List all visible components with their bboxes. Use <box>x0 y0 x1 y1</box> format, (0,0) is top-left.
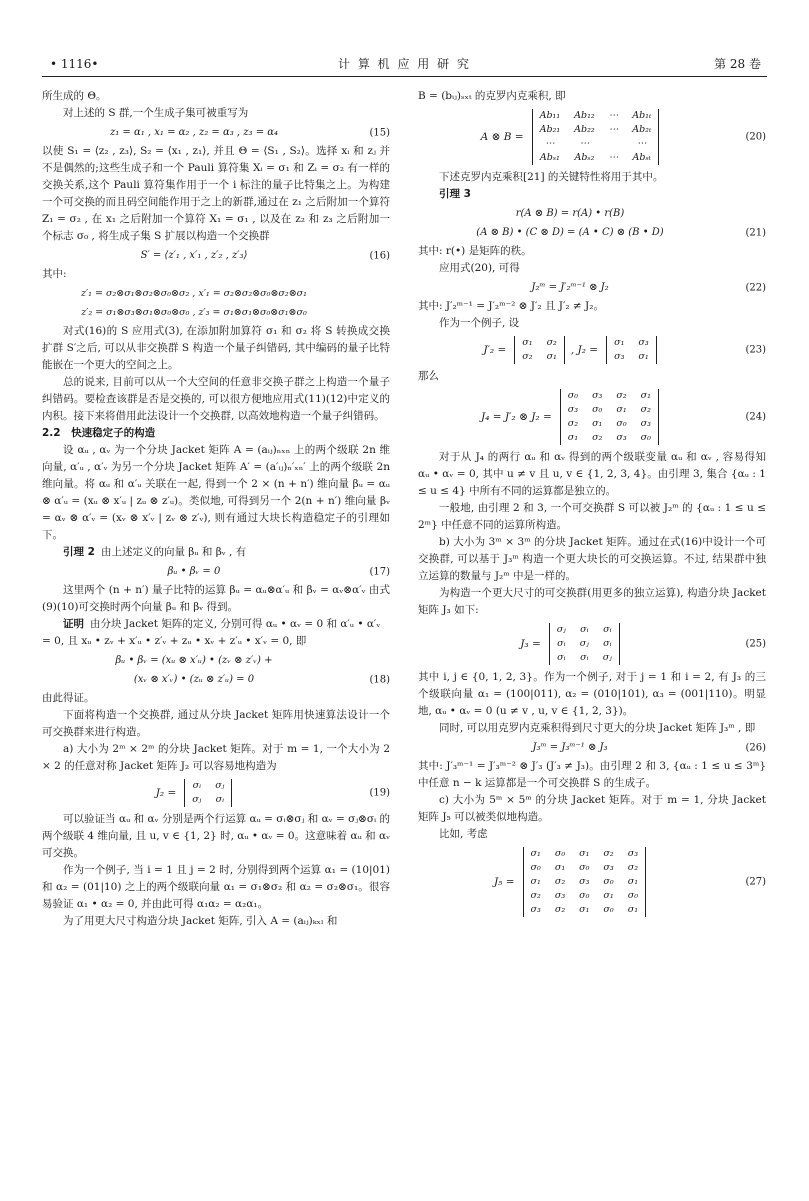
matrix-cell: σ₁ <box>592 418 603 429</box>
matrix-cell: σ₀ <box>616 418 627 429</box>
matrix-row <box>560 403 658 417</box>
matrix-cell: σᵢ <box>603 638 612 649</box>
lemma-label: 引理 2 <box>63 546 95 558</box>
matrix-lhs: , J₂ = <box>570 343 599 356</box>
equation-17: βᵤ • βᵥ = 0 (17) <box>42 563 390 580</box>
matrix-cell: σ₃ <box>592 390 603 401</box>
matrix-cell: σⱼ <box>602 652 612 663</box>
matrix-cell: ⋯ <box>608 124 619 135</box>
paragraph: 对式(16)的 S 应用式(3), 在添加附加算符 σ₁ 和 σ₂ 将 S 转换成交换扩群 S′之后, 可以从非交换群 S 构造一个量子纠错码, 其中编码的量子比特能嵌在一个更大的空间之上。 <box>42 325 390 371</box>
matrix-cell: Abₛ₁ <box>539 152 560 163</box>
paragraph: 为构造一个更大尺寸的可交换群(用更多的独立运算), 构造分块 Jacket 矩阵 J₃ 如下: <box>418 587 766 616</box>
matrix-cell: Ab₁₂ <box>574 110 595 121</box>
paragraph: 比如, 考虑 <box>439 828 488 840</box>
paragraph: 为了用更大尺寸构造分块 Jacket 矩阵, 引入 A = (aᵢⱼ)ₖₓₗ 和 <box>63 915 338 927</box>
equation-number: (23) <box>745 344 766 356</box>
equation-16a: z′₁ = σ₂⊗σ₁⊗σ₂⊗σ₀⊗σ₂ , x′₁ = σ₂⊗σ₂⊗σ₀⊗σ₂⊗σ₁ <box>81 288 307 299</box>
matrix-cell: ⋯ <box>608 110 619 121</box>
matrix-cell: σ₁ <box>603 890 614 901</box>
matrix-lhs: J₃ = <box>520 637 541 650</box>
lemma-2: 引理 2 由上述定义的向量 βᵤ 和 βᵥ , 有 <box>63 546 247 558</box>
matrix-lhs: A ⊗ B = <box>480 130 524 143</box>
proof-label: 证明 <box>63 618 84 630</box>
matrix-cell: σ₁ <box>638 351 649 362</box>
left-column <box>42 88 390 930</box>
matrix-cell: σ₀ <box>603 876 614 887</box>
matrix-cell: σᵢ <box>580 624 589 635</box>
matrix-cell <box>602 137 626 151</box>
matrix-row <box>523 889 645 903</box>
matrix-row <box>532 137 659 151</box>
matrix-cell: σ₂ <box>627 862 639 873</box>
matrix-cell: σⱼ <box>556 624 566 635</box>
equation-18b: (xᵥ ⊗ x′ᵥ) • (zᵤ ⊗ z′ᵤ) = 0 (18) <box>42 671 390 688</box>
equation-24 <box>418 389 766 445</box>
matrix-cell: σⱼ <box>579 638 589 649</box>
equation-number: (20) <box>745 131 766 143</box>
paragraph: 这里两个 (n + n′) 量子比特的运算 βᵤ = αᵤ⊗α′ᵤ 和 βᵥ = αᵥ⊗α′ᵥ 由式(9)(10)可交换时两个向量 βᵤ 和 βᵥ 得到。 <box>42 584 390 613</box>
matrix-lhs: J₂ = <box>155 786 177 799</box>
matrix-cell: σ₂ <box>567 418 579 429</box>
matrix-cell: σ₃ <box>603 862 614 873</box>
paragraph: 应用式(20), 可得 <box>439 262 520 274</box>
paragraph: 以使 S₁ = ⟨z₂ , z₃⟩, S₂ = ⟨x₁ , z₁⟩, 并且 Θ = ⟨S₁ , S₂⟩。选择 xᵢ 和 zⱼ 并不是偶然的;这些生成子和一个 Pauli 算符集 Xᵢ = σ₁ 和 Zᵢ = σ₂ 有一样的交换关系,这个 Pauli 算符集作用于一个 i 标注的量子比特集之上。为构建一个可交换的而且码空间能作用于之上的新群,通过在 z₁ 之后附加一个算符 Z₁ = σ₂ , 在 x₁ 之后附加一个算符 X₁ = σ₁ , 以及在 z₂ 和 z₃ 之后附加一个标志 σ₀ , 将生成子集 S 扩展以构造一个交换群 <box>42 145 390 242</box>
equation-27 <box>418 847 766 917</box>
paragraph: 其中: J′₂ᵐ⁻¹ = J′₂ᵐ⁻² ⊗ J′₂ 且 J′₂ ≠ J₂。 <box>418 300 604 312</box>
equation-21a: r(A ⊗ B) = r(A) • r(B) <box>515 208 625 219</box>
equation-23 <box>418 336 766 364</box>
paragraph: c) 大小为 5ᵐ × 5ᵐ 的分块 Jacket 矩阵。对于 m = 1, 分块 Jacket 矩阵 J₅ 可以被类似地构造。 <box>418 794 766 823</box>
matrix-row <box>515 350 565 364</box>
matrix-cell: σᵢ <box>557 652 566 663</box>
matrix-lhs: J₅ = <box>493 875 515 888</box>
matrix <box>560 389 659 445</box>
matrix-cell: σ₃ <box>638 337 649 348</box>
matrix-cell: σ₂ <box>554 904 566 915</box>
matrix-cell: σ₀ <box>554 848 566 859</box>
paragraph: 同时, 可以用克罗内克乘积得到尺寸更大的分块 Jacket 矩阵 J₃ᵐ , 即 <box>439 722 756 734</box>
matrix-row <box>523 847 645 861</box>
matrix-lhs: J′₂ = <box>483 343 507 356</box>
matrix <box>523 847 646 917</box>
equation-number: (19) <box>369 787 390 799</box>
matrix-cell: σᵢ <box>192 780 201 791</box>
matrix-row <box>523 861 645 875</box>
matrix-cell: σ₁ <box>627 876 639 887</box>
section-heading: 2.2 快速稳定子的构造 <box>42 427 156 439</box>
matrix-cell: σ₃ <box>614 351 625 362</box>
paragraph: b) 大小为 3ᵐ × 3ᵐ 的分块 Jacket 矩阵。通过在式(16)中设计一个可交换群, 可以基于 J₃ᵐ 构造一个更大块长的可交换运算。不过, 结果群中独立运算的数量与 J₂ᵐ 中是一样的。 <box>418 536 766 582</box>
matrix-row <box>532 151 659 165</box>
paragraph: 其中 i, j ∈ {0, 1, 2, 3}。作为一个例子, 对于 j = 1 和 i = 2, 有 J₃ 的三个级联向量 α₁ = (100|011), α₂ = (010|101), α₃ = (001|110)。明显地, αᵤ • αᵥ = 0 (u ≠ v , u, v ∈ {1, 2, 3})。 <box>418 671 766 717</box>
equation-number: (24) <box>745 411 766 423</box>
matrix-cell: σ₁ <box>530 848 541 859</box>
matrix-cell: σ₁ <box>546 351 557 362</box>
matrix-cell: σ₂ <box>522 351 533 362</box>
paragraph: 设 αᵤ , αᵥ 为一个分块 Jacket 矩阵 A = (aᵢⱼ)ₙₓₙ 上的两个级联 2n 维向量, α′ᵤ , α′ᵥ 为另一个分块 Jacket 矩阵 A′ = (a′ᵢⱼ)ₙ′ₓₙ′ 上的两个级联 2n 维向量。将 αᵤ 和 α′ᵤ 关联在一起, 得到一个 2 × (n + n′) 维向量 βᵤ = αᵤ ⊗ α′ᵤ = (xᵤ ⊗ x′ᵤ | zᵤ ⊗ z′ᵤ)。类似地, 可得到另一个 2(n + n′) 维向量 βᵥ = αᵥ ⊗ α′ᵥ = (xᵥ ⊗ x′ᵥ | zᵥ ⊗ z′ᵥ), 则有通过大块长构造稳定子的引理如下。 <box>42 444 390 541</box>
equation-22: J₂ᵐ = J′₂ᵐ⁻¹ ⊗ J₂ (22) <box>418 279 766 296</box>
matrix-cell: Ab₂₁ <box>539 124 561 135</box>
matrix-row <box>549 637 619 651</box>
matrix-cell: σ₃ <box>627 848 639 859</box>
volume-label: 第 28 卷 <box>714 57 761 71</box>
matrix-row <box>549 651 619 665</box>
paragraph: 下面将构造一个交换群, 通过从分块 Jacket 矩阵用快速算法设计一个可交换群来进行构造。 <box>42 709 390 738</box>
matrix-cell: σ₃ <box>616 432 627 443</box>
matrix-cell: σⱼ <box>215 780 225 791</box>
equation-16b: z′₂ = σ₁⊗σ₃⊗σ₁⊗σ₀⊗σ₀ , z′₃ = σ₁⊗σ₁⊗σ₀⊗σ₁⊗σ₀ <box>81 307 307 318</box>
matrix-row <box>532 123 659 137</box>
matrix-lhs: J₄ = J′₂ ⊗ J₂ = <box>481 410 552 423</box>
matrix-cell: σ₀ <box>627 890 639 901</box>
equation-18a: βᵤ • βᵥ = (xᵤ ⊗ x′ᵤ) • (zᵥ ⊗ z′ᵥ) + <box>115 655 273 666</box>
matrix-cell: σ₀ <box>640 432 651 443</box>
paragraph: 其中: J′₃ᵐ⁻¹ = J′₃ᵐ⁻² ⊗ J′₃ (J′₃ ≠ J₃)。由引理 2 和 3, {αᵤ : 1 ≤ u ≤ 3ᵐ} 中任意 n − k 运算都是一个可交换群 S 的生成子。 <box>418 760 766 789</box>
matrix-cell: ⋯ <box>545 138 555 149</box>
header-rule <box>42 76 767 77</box>
matrix-cell: σ₃ <box>530 904 541 915</box>
equation-19 <box>42 779 390 807</box>
matrix-cell: σ₁ <box>616 404 627 415</box>
matrix-cell: Ab₁₁ <box>539 110 561 121</box>
lemma-label: 引理 3 <box>439 188 471 200</box>
equation-number: (17) <box>369 566 390 577</box>
matrix-cell: σ₁ <box>640 390 651 401</box>
matrix-cell: σ₂ <box>530 890 541 901</box>
matrix-cell: σ₃ <box>640 418 651 429</box>
paragraph: 作为一个例子, 当 i = 1 且 j = 2 时, 分别得到两个运算 α₁ = (10|01) 和 α₂ = (01|10) 之上的两个级联向量 α₁ = σ₁⊗σ₂ 和 α₂ = σ₂⊗σ₁。很容易验证 α₁ • α₂ = 0, 并由此可得 α₁α₂ = α₂α₁。 <box>42 864 390 910</box>
page-number: • 1116• <box>50 57 99 71</box>
matrix-cell: σⱼ <box>192 794 202 805</box>
matrix-row <box>549 623 619 637</box>
matrix <box>184 779 232 807</box>
matrix-row <box>185 793 232 807</box>
matrix-cell: Ab₂ₜ <box>632 124 652 135</box>
equation-number: (18) <box>369 674 390 685</box>
matrix-cell: Abₛₜ <box>632 152 652 163</box>
paragraph: 可以验证当 αᵤ 和 αᵥ 分别是两个行运算 αᵤ = σᵢ⊗σⱼ 和 αᵥ = σⱼ⊗σᵢ 的两个级联 4 维向量, 且 u, v ∈ {1, 2} 时, αᵤ • αᵥ = 0。这意味着 αᵤ 和 αᵥ 可交换。 <box>42 813 390 859</box>
matrix-row <box>607 350 657 364</box>
matrix-cell: σ₀ <box>603 904 614 915</box>
paragraph: 对于从 J₄ 的两行 αᵤ 和 αᵥ 得到的两个级联变量 αᵤ 和 αᵥ , 容易得知 αᵤ • αᵥ = 0, 其中 u ≠ v 且 u, v ∈ {1, 2, 3, 4}。由引理 3, 集合 {αᵤ : 1 ≤ u ≤ 4} 中所有不同的运算都是独立的。 <box>418 451 766 497</box>
matrix-cell: σ₁ <box>554 862 566 873</box>
lemma-3 <box>418 186 766 203</box>
paragraph: 其中: <box>42 268 67 280</box>
matrix-cell: σ₁ <box>530 876 541 887</box>
paragraph: 所生成的 Θ。 <box>42 90 107 102</box>
matrix-cell: σᵢ <box>557 638 566 649</box>
equation-number: (25) <box>745 638 766 650</box>
paragraph: B = (bᵢⱼ)ₛₓₜ 的克罗内克乘积, 即 <box>418 90 566 102</box>
matrix-row <box>560 431 658 445</box>
equation-26: J₃ᵐ = J₃ᵐ⁻¹ ⊗ J₃ (26) <box>418 739 766 756</box>
matrix-cell: σ₂ <box>616 390 627 401</box>
matrix-cell: σᵢ <box>580 652 589 663</box>
equation-number: (16) <box>369 250 390 261</box>
proof: 证明 由分块 Jacket 矩阵的定义, 分别可得 αᵤ • αᵥ = 0 和 α′ᵤ • α′ᵥ = 0, 且 xᵤ • zᵥ + x′ᵤ • z′ᵥ + zᵤ • xᵥ + z′ᵤ • x′ᵥ = 0, 即 <box>42 618 381 647</box>
matrix-cell: σ₃ <box>567 404 579 415</box>
matrix-row <box>185 779 232 793</box>
equation-number: (21) <box>745 227 766 238</box>
matrix-cell: ⋯ <box>637 138 647 149</box>
paragraph: 对上述的 S 群,一个生成子集可被重写为 <box>63 107 249 119</box>
paragraph: 其中: r(•) 是矩阵的秩。 <box>418 245 532 257</box>
equation-16: S′ = ⟨z′₁ , x′₁ , z′₂ , z′₃⟩ (16) <box>42 247 390 264</box>
matrix-cell: σ₀ <box>579 890 590 901</box>
matrix-cell: σ₀ <box>567 390 579 401</box>
matrix-cell: σ₁ <box>567 432 579 443</box>
matrix-cell: σ₁ <box>522 337 533 348</box>
matrix-row <box>515 336 565 350</box>
equation-number: (15) <box>369 127 390 138</box>
matrix-row <box>560 389 658 403</box>
matrix-cell: σ₀ <box>530 862 541 873</box>
matrix-cell: σ₃ <box>579 876 590 887</box>
matrix-row <box>523 875 645 889</box>
matrix-row <box>560 417 658 431</box>
matrix-cell: ⋯ <box>608 152 619 163</box>
matrix-cell: Ab₂₂ <box>574 124 595 135</box>
right-column <box>418 88 766 921</box>
matrix <box>514 336 565 364</box>
paragraph: 由此得证。 <box>42 692 95 704</box>
equation-number: (26) <box>745 742 766 753</box>
matrix-cell: Ab₁ₜ <box>632 110 652 121</box>
matrix <box>532 109 660 165</box>
matrix <box>549 623 620 665</box>
matrix-cell: σᵢ <box>215 794 224 805</box>
matrix-cell: σ₂ <box>554 876 566 887</box>
matrix-row <box>523 903 645 917</box>
matrix-cell: Abₛ₂ <box>574 152 595 163</box>
matrix <box>606 336 657 364</box>
matrix-row <box>532 109 659 123</box>
paragraph: a) 大小为 2ᵐ × 2ᵐ 的分块 Jacket 矩阵。对于 m = 1, 一个大小为 2 × 2 的任意对称 Jacket 矩阵 J₂ 可以容易地构造为 <box>42 743 390 772</box>
matrix-row <box>607 336 657 350</box>
paragraph: 那么 <box>418 370 439 382</box>
equation-15: z₁ = α₁ , x₁ = α₂ , z₂ = α₃ , z₃ = α₄ (15) <box>42 124 390 141</box>
equation-25 <box>418 623 766 665</box>
matrix-cell: ⋯ <box>579 138 590 149</box>
journal-title: 计 算 机 应 用 研 究 <box>338 57 471 71</box>
matrix-cell: σ₁ <box>627 904 639 915</box>
equation-number: (22) <box>745 282 766 293</box>
matrix-cell: σ₂ <box>592 432 603 443</box>
equation-20 <box>418 109 766 165</box>
matrix-cell: σ₁ <box>579 904 590 915</box>
paragraph: 总的说来, 目前可以从一个大空间的任意非交换子群之上构造一个量子纠错码。要检查该群是否是交换的, 可以很方便地应用式(11)(12)中定义的内积。接下来将借用此法设计一个交换群, 以高效地构造一个量子纠错码。 <box>42 376 390 422</box>
matrix-cell: σ₃ <box>554 890 566 901</box>
matrix-cell: σ₂ <box>603 848 614 859</box>
matrix-cell: σᵢ <box>603 624 612 635</box>
matrix-cell: σ₁ <box>614 337 625 348</box>
paragraph: 下述克罗内克乘积[21] 的关键特性将用于其中。 <box>439 171 664 183</box>
paragraph: 一般地, 由引理 2 和 3, 一个可交换群 S 可以被 J₂ᵐ 的 {αᵤ : 1 ≤ u ≤ 2ᵐ} 中任意不同的运算所构造。 <box>418 502 766 531</box>
matrix-cell: σ₂ <box>546 337 557 348</box>
paragraph: 作为一个例子, 设 <box>439 317 520 329</box>
matrix-cell: σ₀ <box>579 862 590 873</box>
matrix-cell: σ₀ <box>592 404 603 415</box>
equation-21b: (A ⊗ B) • (C ⊗ D) = (A • C) ⊗ (B • D) (21) <box>418 224 766 241</box>
equation-number: (27) <box>745 876 766 888</box>
matrix-cell: σ₂ <box>640 404 651 415</box>
matrix-cell: σ₁ <box>579 848 590 859</box>
